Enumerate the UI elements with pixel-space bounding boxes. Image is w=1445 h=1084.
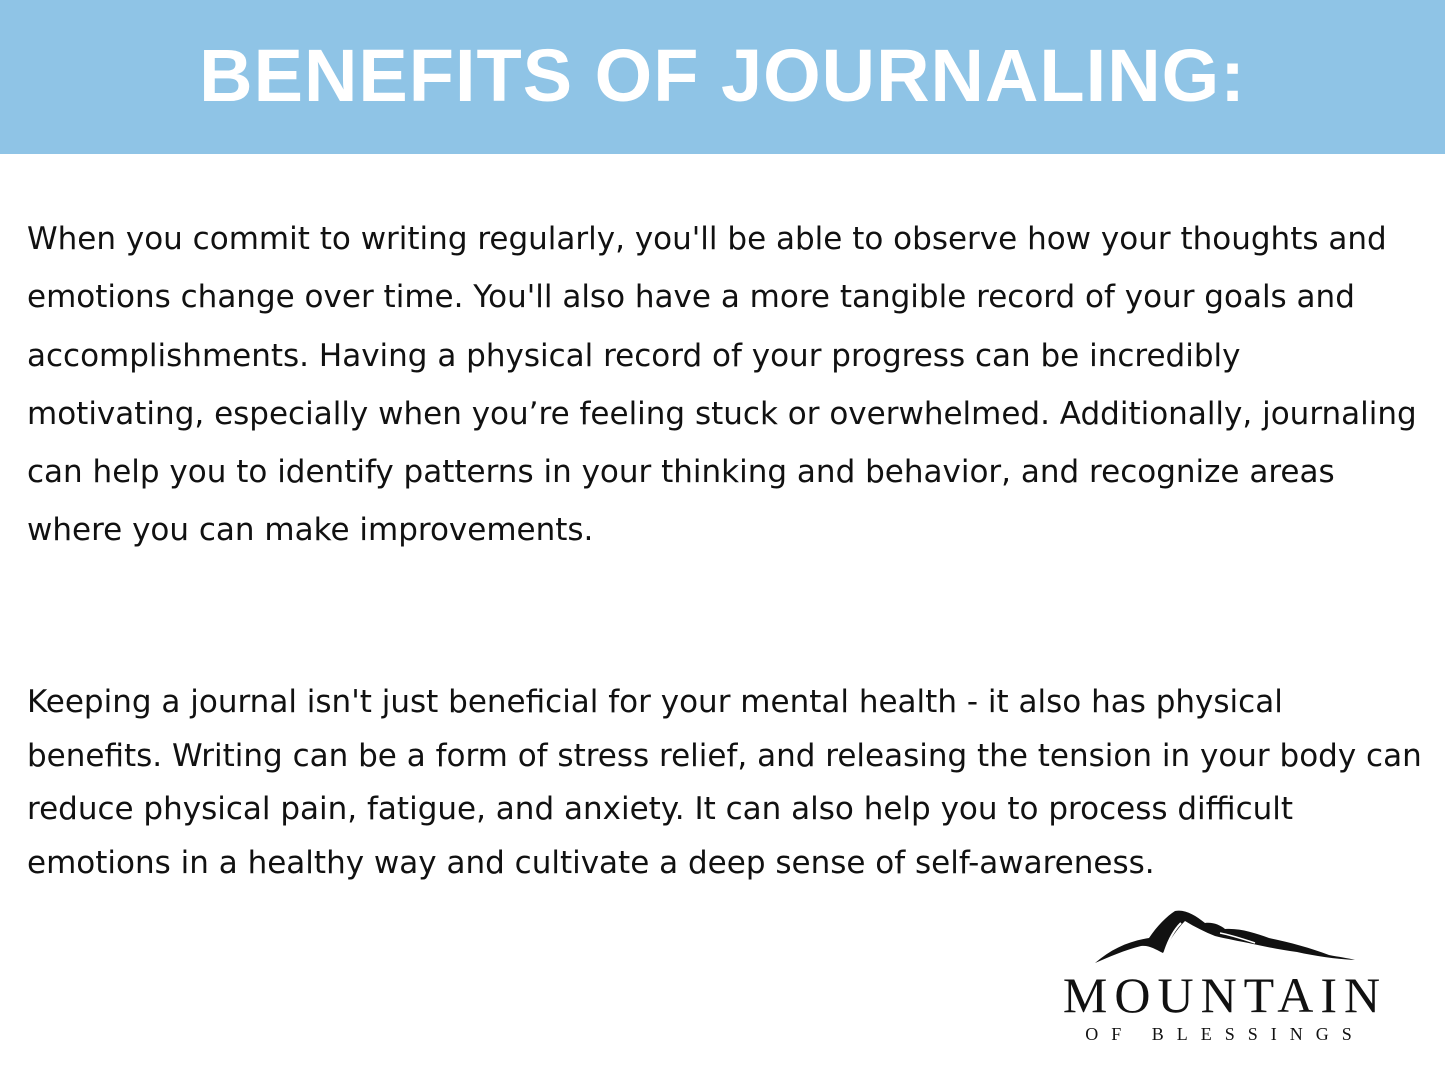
paragraph-2: Keeping a journal isn't just beneficial for your mental health - it also has physical benefits. Writing can be a form of stress relief, and releasing the tension in your body can reduce physical pain, fatigue, and anxiety. It can also help you to process difficult emotions in a healthy way and cultivate a deep sense of self-awareness. — [27, 684, 1422, 881]
logo-wordmark: MOUNTAIN — [1062, 967, 1388, 1023]
brand-logo — [1045, 905, 1405, 1055]
header-band — [0, 0, 1445, 154]
logo-tagline: OF BLESSINGS — [1085, 1024, 1365, 1044]
mountain-icon — [1045, 905, 1405, 975]
page-title: BENEFITS OF JOURNALING: — [199, 34, 1246, 117]
paragraph-1: When you commit to writing regularly, you'll be able to observe how your thoughts and emotions change over time. You'll also have a more tangible record of your goals and accomplishments. Having a physical record of your progress can be incredibly motivating, especially when you’re feeling stuck or overwhelmed. Additionally, journaling can help you to identify patterns in your thinking and behavior, and recognize areas where you can make improvements. — [27, 221, 1417, 549]
